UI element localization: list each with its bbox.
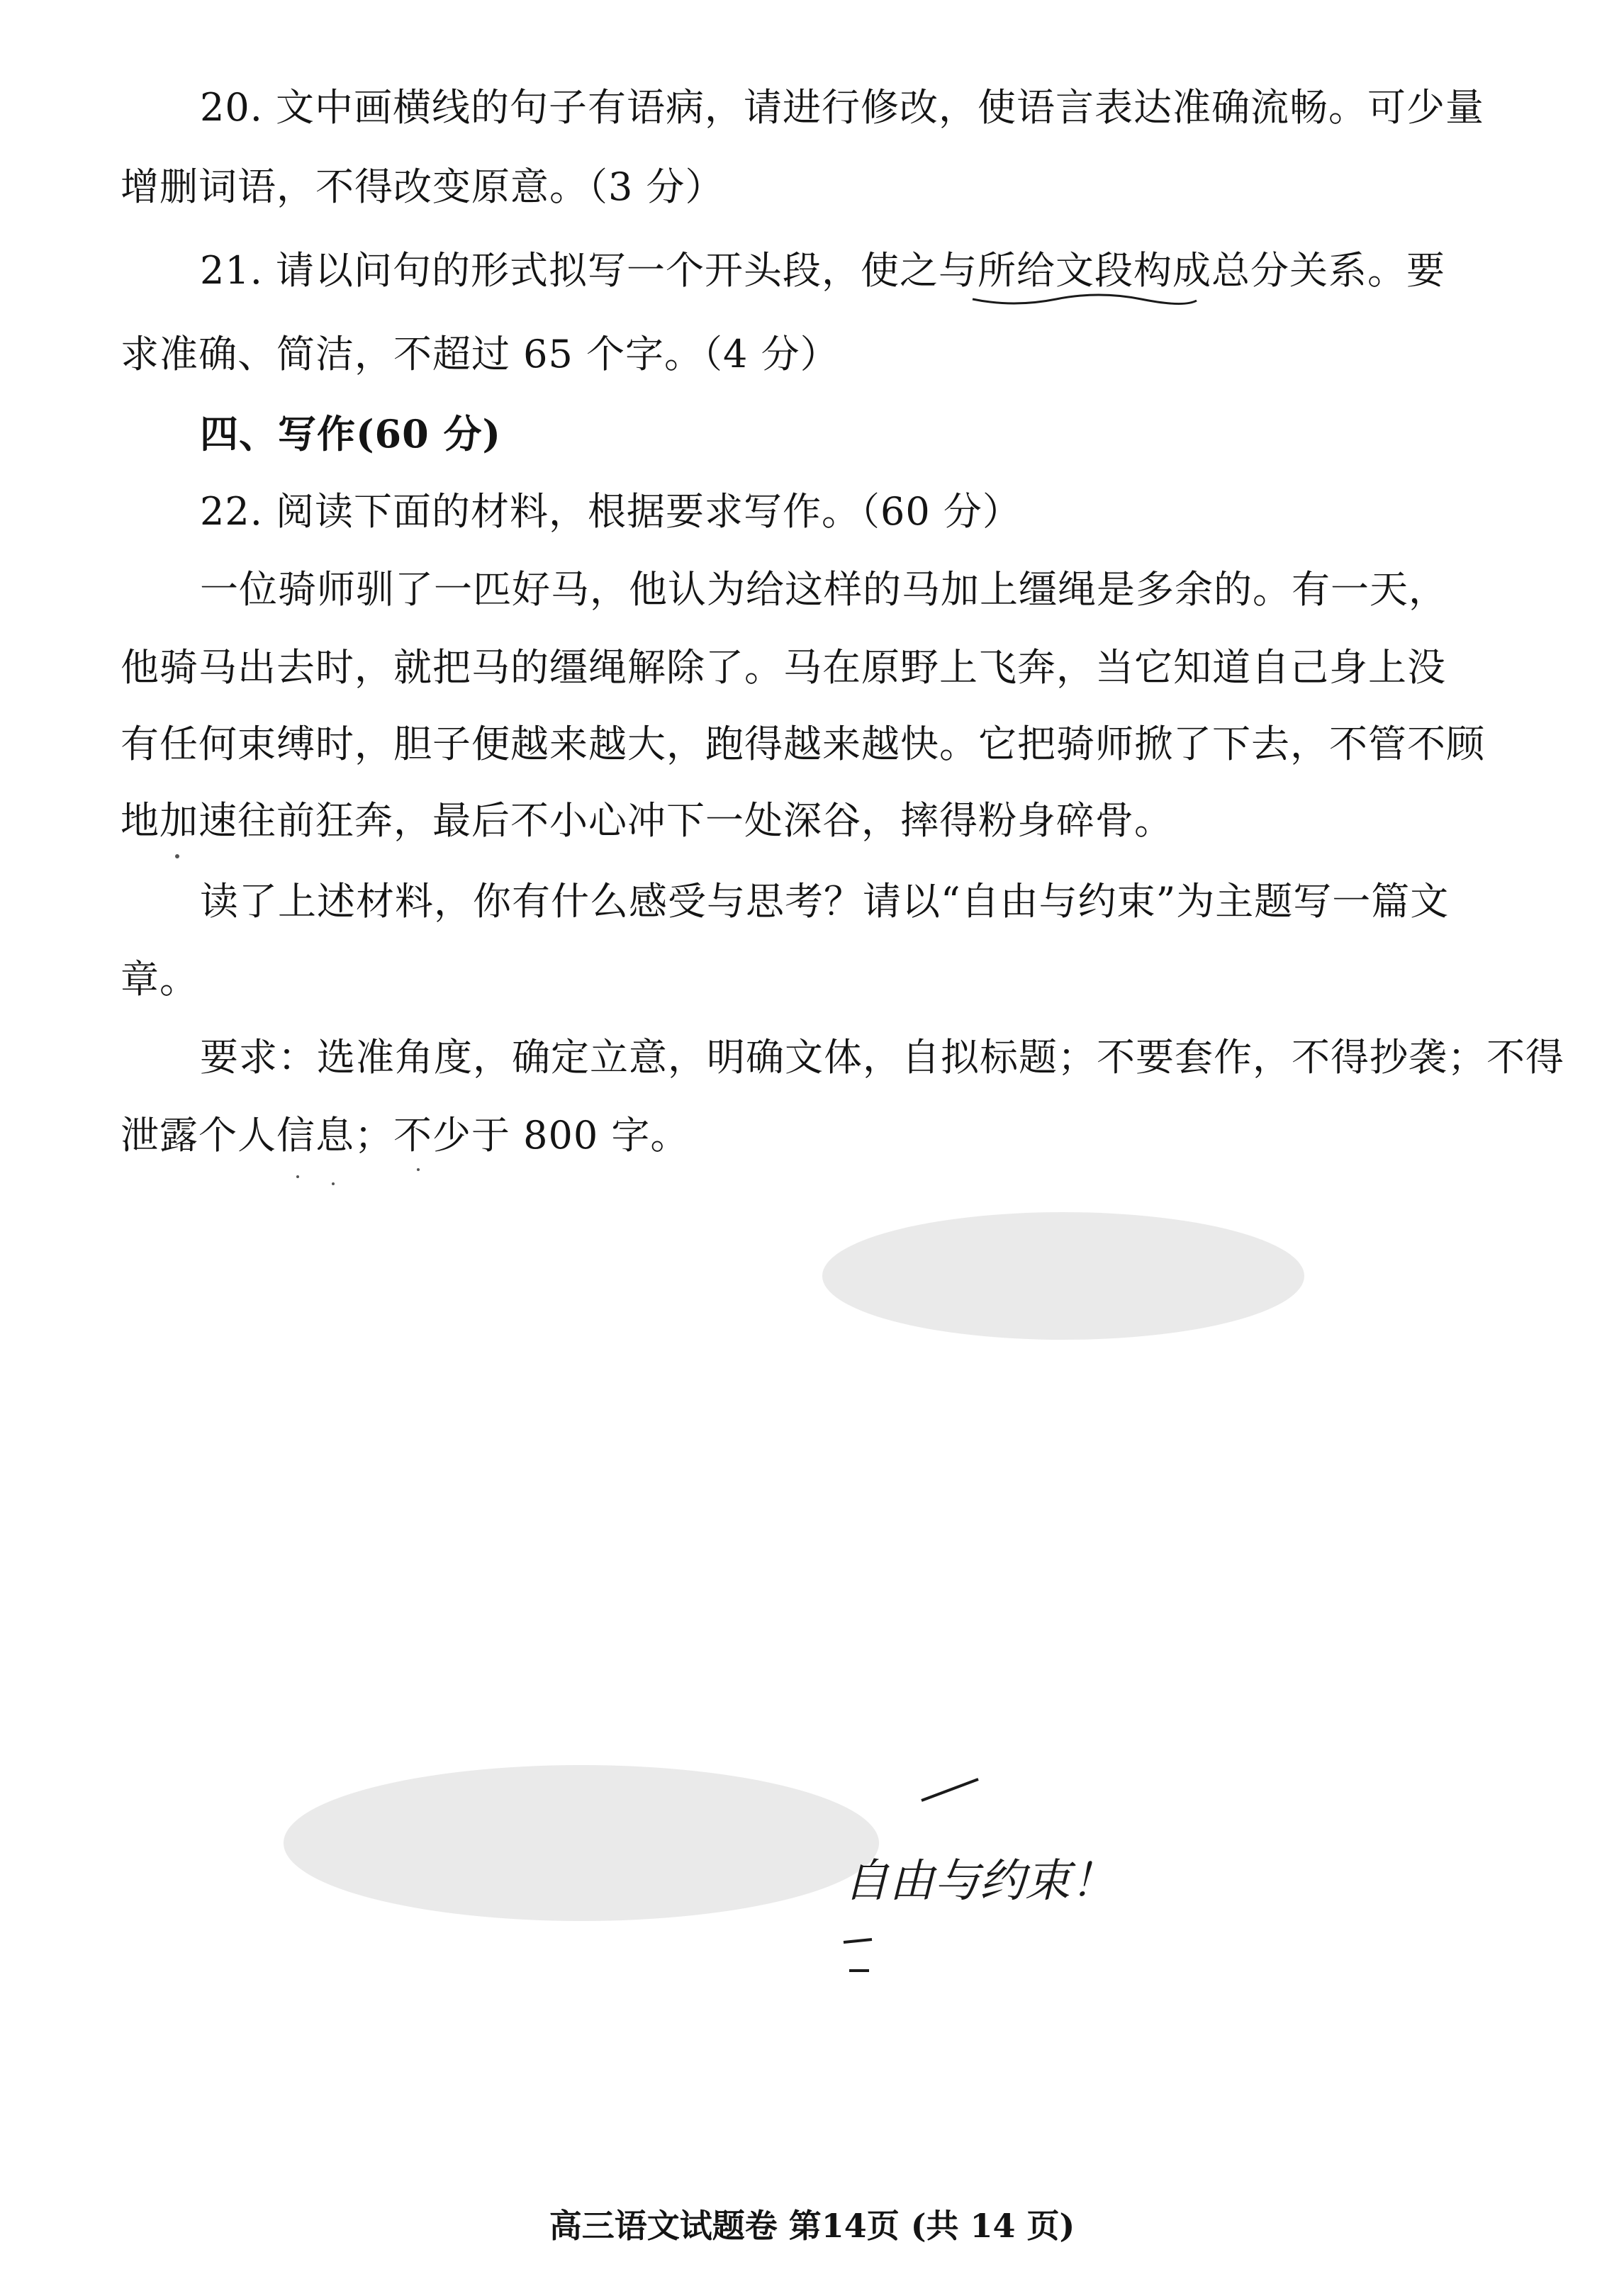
page-footer: 高三语文试题卷 第14页 (共 14 页) [549, 2207, 1075, 2245]
prompt-line-2: 章。 [121, 957, 198, 1002]
material-line-3: 有任何束缚时，胆子便越来越大，跑得越来越快。它把骑师掀了下去，不管不顾 [121, 722, 1485, 766]
material-line-2: 他骑马出去时，就把马的缰绳解除了。马在原野上飞奔，当它知道自己身上没 [121, 645, 1446, 690]
question-20-line-1: 20. 文中画横线的句子有语病，请进行修改，使语言表达准确流畅。可少量 [200, 85, 1485, 130]
question-21-line-1: 21. 请以问句的形式拟写一个开头段，使之与所给文段构成总分关系。要 [200, 248, 1446, 293]
requirements-line-2: 泄露个人信息；不少于 800 字。 [121, 1113, 690, 1158]
question-21-line-2: 求准确、简洁，不超过 65 个字。（4 分） [121, 332, 839, 376]
material-line-1: 一位骑师驯了一匹好马，他认为给这样的马加上缰绳是多余的。有一天， [200, 567, 1447, 612]
prompt-line-1: 读了上述材料，你有什么感受与思考？请以“自由与约束”为主题写一篇文 [200, 879, 1450, 924]
section-4-heading: 四、写作(60 分) [200, 411, 502, 457]
question-20-line-2: 增删词语，不得改变原意。（3 分） [121, 164, 724, 209]
handwritten-note-text: 自由与约束！ [844, 1855, 1116, 1908]
question-22-intro: 22. 阅读下面的材料，根据要求写作。（60 分） [200, 489, 1021, 534]
material-line-4: 地加速往前狂奔，最后不小心冲下一处深谷，摔得粉身碎骨。 [121, 798, 1173, 843]
handwritten-note [836, 1772, 1134, 1985]
requirements-line-1: 要求：选准角度，确定立意，明确文体，自拟标题；不要套作，不得抄袭；不得 [200, 1035, 1564, 1080]
